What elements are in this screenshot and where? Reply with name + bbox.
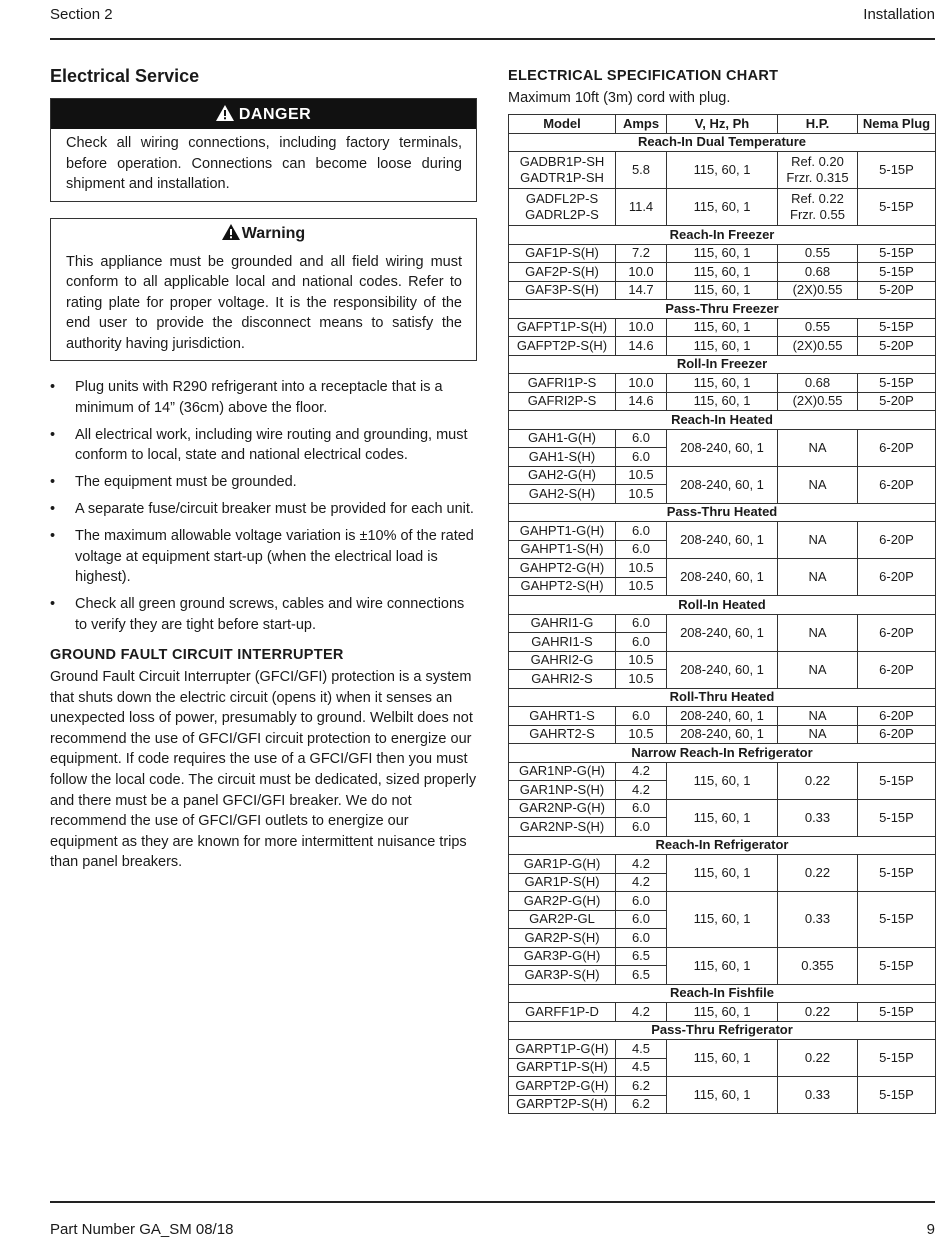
voltage-cell: 115, 60, 1 <box>667 337 778 356</box>
amps-cell: 4.2 <box>616 762 667 781</box>
model-cell: GAR2NP-S(H) <box>509 818 616 837</box>
section-row <box>509 984 936 1003</box>
amps-cell: 4.2 <box>616 873 667 892</box>
voltage-cell: 208-240, 60, 1 <box>667 559 778 596</box>
column-header: Model <box>509 115 616 134</box>
hp-cell: 0.55 <box>778 244 858 263</box>
right-column <box>508 66 935 1114</box>
warning-text: This appliance must be grounded and all field wiring must conform to all applicable local and national codes. Refer to rating plate for proper voltage. It is the responsibility of the end user to provide the disconnect means to satisfy the authority having jurisdiction. <box>66 253 462 352</box>
model-cell: GAHPT2-S(H) <box>509 577 616 596</box>
amps-cell: 14.6 <box>616 392 667 411</box>
model-cell: GAR2NP-G(H) <box>509 799 616 818</box>
model-cell: GAF1P-S(H) <box>509 244 616 263</box>
model-cell: GADFL2P-S GADRL2P-S <box>509 189 616 226</box>
voltage-cell: 115, 60, 1 <box>667 281 778 300</box>
model-cell: GAFRI1P-S <box>509 374 616 393</box>
model-cell: GARPT2P-S(H) <box>509 1095 616 1114</box>
section-row <box>509 1021 936 1040</box>
electrical-spec-table <box>508 114 936 1114</box>
section-title: Roll-In Heated <box>509 596 936 615</box>
table-row <box>509 189 936 226</box>
voltage-cell: 115, 60, 1 <box>667 799 778 836</box>
hp-cell: 0.33 <box>778 1077 858 1114</box>
danger-text: Check all wiring connections, including factory terminals, before operation. Connections can become loose during shipment and installation. <box>66 135 462 192</box>
danger-box <box>50 98 477 202</box>
table-row <box>509 522 936 541</box>
amps-cell: 10.5 <box>616 670 667 689</box>
chapter-label: Installation <box>863 6 935 23</box>
page-title: Electrical Service <box>50 66 200 86</box>
page-number: 9 <box>926 1221 935 1238</box>
plug-cell: 5-20P <box>858 392 936 411</box>
page-header <box>50 6 935 28</box>
hp-cell: 0.22 <box>778 855 858 892</box>
amps-cell: 6.5 <box>616 947 667 966</box>
amps-cell: 10.5 <box>616 466 667 485</box>
table-row <box>509 947 936 966</box>
plug-cell: 5-15P <box>858 1040 936 1077</box>
hp-cell: (2X)0.55 <box>778 392 858 411</box>
hp-cell: NA <box>778 559 858 596</box>
model-cell: GAR1NP-G(H) <box>509 762 616 781</box>
amps-cell: 6.5 <box>616 966 667 985</box>
hp-cell: NA <box>778 614 858 651</box>
table-row <box>509 429 936 448</box>
amps-cell: 4.5 <box>616 1058 667 1077</box>
model-cell: GAHRI1-G <box>509 614 616 633</box>
voltage-cell: 115, 60, 1 <box>667 244 778 263</box>
warning-box <box>50 218 477 362</box>
voltage-cell: 208-240, 60, 1 <box>667 651 778 688</box>
model-cell: GAF2P-S(H) <box>509 263 616 282</box>
model-cell: GAHRT1-S <box>509 707 616 726</box>
plug-cell: 5-15P <box>858 1077 936 1114</box>
amps-cell: 6.0 <box>616 799 667 818</box>
section-row <box>509 596 936 615</box>
list-item: • The maximum allowable voltage variation is ±10% of the rated voltage at equipment start-up (when the electrical load is highest). <box>50 528 474 585</box>
hp-cell: (2X)0.55 <box>778 337 858 356</box>
table-row <box>509 725 936 744</box>
gfci-paragraph: Ground Fault Circuit Interrupter (GFCI/GFI) protection is a system that shuts down the electric circuit (opens it) when it senses an unexpected loss of power, presumably to ground. Welbilt does not recommend the use of GFCI/GFI circuit protection to energize our equipment. If code requires the use of a GFCI/GFI then you must follow the local code. The circuit must be dedicated, sized properly and there must be a panel GFCI/GFI breaker. We do not recommend the use of GFCI/GFI outlets to energize our equipment as they are known for more intermittent nuisance trips than panel breakers. <box>50 669 477 871</box>
model-cell: GARPT2P-G(H) <box>509 1077 616 1096</box>
model-cell: GAR2P-G(H) <box>509 892 616 911</box>
section-title: Reach-In Freezer <box>509 226 936 245</box>
model-cell: GAR1P-G(H) <box>509 855 616 874</box>
table-body <box>509 133 936 1114</box>
model-cell: GAR2P-GL <box>509 910 616 929</box>
model-cell: GAF3P-S(H) <box>509 281 616 300</box>
amps-cell: 10.5 <box>616 577 667 596</box>
amps-cell: 6.0 <box>616 429 667 448</box>
amps-cell: 14.6 <box>616 337 667 356</box>
list-item: • A separate fuse/circuit breaker must be provided for each unit. <box>50 501 474 517</box>
section-title: Narrow Reach-In Refrigerator <box>509 744 936 763</box>
amps-cell: 10.5 <box>616 559 667 578</box>
plug-cell: 5-15P <box>858 855 936 892</box>
voltage-cell: 115, 60, 1 <box>667 762 778 799</box>
plug-cell: 5-20P <box>858 281 936 300</box>
header-divider <box>50 38 935 40</box>
plug-cell: 5-15P <box>858 947 936 984</box>
part-number: Part Number GA_SM 08/18 <box>50 1221 234 1238</box>
voltage-cell: 208-240, 60, 1 <box>667 707 778 726</box>
voltage-cell: 208-240, 60, 1 <box>667 614 778 651</box>
section-title: Roll-Thru Heated <box>509 688 936 707</box>
voltage-cell: 208-240, 60, 1 <box>667 522 778 559</box>
voltage-cell: 208-240, 60, 1 <box>667 429 778 466</box>
table-row <box>509 799 936 818</box>
plug-cell: 5-15P <box>858 374 936 393</box>
hp-cell: NA <box>778 466 858 503</box>
model-cell: GADBR1P-SH GADTR1P-SH <box>509 152 616 189</box>
warning-triangle-icon <box>216 105 234 121</box>
voltage-cell: 115, 60, 1 <box>667 189 778 226</box>
page-footer <box>50 1221 935 1238</box>
plug-cell: 5-15P <box>858 799 936 836</box>
amps-cell: 6.0 <box>616 522 667 541</box>
table-row <box>509 614 936 633</box>
model-cell: GAHRI2-G <box>509 651 616 670</box>
section-row <box>509 133 936 152</box>
voltage-cell: 115, 60, 1 <box>667 152 778 189</box>
section-title: Reach-In Refrigerator <box>509 836 936 855</box>
amps-cell: 4.2 <box>616 1003 667 1022</box>
section-title: Pass-Thru Refrigerator <box>509 1021 936 1040</box>
warning-header <box>51 219 476 248</box>
hp-cell: (2X)0.55 <box>778 281 858 300</box>
table-row <box>509 392 936 411</box>
table-row <box>509 892 936 911</box>
model-cell: GAFRI2P-S <box>509 392 616 411</box>
hp-cell: 0.22 <box>778 1040 858 1077</box>
amps-cell: 10.5 <box>616 725 667 744</box>
section-row <box>509 744 936 763</box>
hp-cell: 0.22 <box>778 1003 858 1022</box>
table-row <box>509 318 936 337</box>
table-row <box>509 1003 936 1022</box>
plug-cell: 5-15P <box>858 318 936 337</box>
amps-cell: 6.2 <box>616 1095 667 1114</box>
warning-label: Warning <box>241 224 306 242</box>
section-row <box>509 836 936 855</box>
section-row <box>509 411 936 430</box>
column-header: H.P. <box>778 115 858 134</box>
plug-cell: 6-20P <box>858 466 936 503</box>
list-item: • Plug units with R290 refrigerant into a receptacle that is a minimum of 14” (36cm) above the floor. <box>50 379 443 416</box>
model-cell: GAHPT2-G(H) <box>509 559 616 578</box>
section-title: Reach-In Heated <box>509 411 936 430</box>
voltage-cell: 208-240, 60, 1 <box>667 466 778 503</box>
hp-cell: 0.355 <box>778 947 858 984</box>
plug-cell: 6-20P <box>858 725 936 744</box>
hp-cell: 0.55 <box>778 318 858 337</box>
hp-cell: NA <box>778 707 858 726</box>
model-cell: GAH1-G(H) <box>509 429 616 448</box>
amps-cell: 6.0 <box>616 818 667 837</box>
danger-label: DANGER <box>238 106 312 123</box>
table-row <box>509 559 936 578</box>
plug-cell: 6-20P <box>858 614 936 651</box>
voltage-cell: 115, 60, 1 <box>667 1003 778 1022</box>
left-column <box>50 66 477 873</box>
section-row <box>509 300 936 319</box>
amps-cell: 6.0 <box>616 910 667 929</box>
hp-cell: 0.22 <box>778 762 858 799</box>
amps-cell: 4.2 <box>616 781 667 800</box>
plug-cell: 6-20P <box>858 559 936 596</box>
model-cell: GAH2-G(H) <box>509 466 616 485</box>
hp-cell: 0.33 <box>778 799 858 836</box>
section-row <box>509 355 936 374</box>
table-row <box>509 762 936 781</box>
plug-cell: 5-15P <box>858 762 936 799</box>
table-row <box>509 281 936 300</box>
column-header: V, Hz, Ph <box>667 115 778 134</box>
hp-cell: Ref. 0.22 Frzr. 0.55 <box>778 189 858 226</box>
section-title: Roll-In Freezer <box>509 355 936 374</box>
hp-cell: 0.68 <box>778 263 858 282</box>
amps-cell: 6.0 <box>616 540 667 559</box>
section-title: Reach-In Dual Temperature <box>509 133 936 152</box>
column-header: Amps <box>616 115 667 134</box>
model-cell: GAH2-S(H) <box>509 485 616 504</box>
warning-triangle-icon <box>222 224 240 240</box>
chart-subtitle: Maximum 10ft (3m) cord with plug. <box>508 90 731 106</box>
model-cell: GAH1-S(H) <box>509 448 616 467</box>
model-cell: GARFF1P-D <box>509 1003 616 1022</box>
hp-cell: 0.68 <box>778 374 858 393</box>
model-cell: GAR1P-S(H) <box>509 873 616 892</box>
model-cell: GAFPT1P-S(H) <box>509 318 616 337</box>
amps-cell: 4.5 <box>616 1040 667 1059</box>
hp-cell: NA <box>778 651 858 688</box>
plug-cell: 5-15P <box>858 189 936 226</box>
voltage-cell: 115, 60, 1 <box>667 318 778 337</box>
amps-cell: 6.0 <box>616 633 667 652</box>
table-row <box>509 337 936 356</box>
voltage-cell: 115, 60, 1 <box>667 392 778 411</box>
table-header-row <box>509 115 936 134</box>
hp-cell: 0.33 <box>778 892 858 948</box>
amps-cell: 6.0 <box>616 929 667 948</box>
plug-cell: 6-20P <box>858 651 936 688</box>
table-row <box>509 244 936 263</box>
amps-cell: 6.0 <box>616 448 667 467</box>
danger-header <box>51 99 476 129</box>
voltage-cell: 115, 60, 1 <box>667 263 778 282</box>
model-cell: GAR2P-S(H) <box>509 929 616 948</box>
section-row <box>509 688 936 707</box>
footer-divider <box>50 1201 935 1203</box>
voltage-cell: 115, 60, 1 <box>667 947 778 984</box>
amps-cell: 6.2 <box>616 1077 667 1096</box>
plug-cell: 6-20P <box>858 707 936 726</box>
table-row <box>509 1040 936 1059</box>
amps-cell: 14.7 <box>616 281 667 300</box>
amps-cell: 7.2 <box>616 244 667 263</box>
voltage-cell: 115, 60, 1 <box>667 855 778 892</box>
amps-cell: 4.2 <box>616 855 667 874</box>
section-title: Pass-Thru Heated <box>509 503 936 522</box>
amps-cell: 5.8 <box>616 152 667 189</box>
table-row <box>509 855 936 874</box>
gfci-heading: GROUND FAULT CIRCUIT INTERRUPTER <box>50 647 344 663</box>
amps-cell: 10.0 <box>616 374 667 393</box>
plug-cell: 6-20P <box>858 429 936 466</box>
plug-cell: 5-15P <box>858 1003 936 1022</box>
section-title: Pass-Thru Freezer <box>509 300 936 319</box>
plug-cell: 6-20P <box>858 522 936 559</box>
model-cell: GAR3P-G(H) <box>509 947 616 966</box>
hp-cell: NA <box>778 522 858 559</box>
model-cell: GAR3P-S(H) <box>509 966 616 985</box>
model-cell: GAHRT2-S <box>509 725 616 744</box>
section-row <box>509 503 936 522</box>
plug-cell: 5-20P <box>858 337 936 356</box>
hp-cell: NA <box>778 429 858 466</box>
table-row <box>509 374 936 393</box>
model-cell: GAHPT1-S(H) <box>509 540 616 559</box>
list-item: • The equipment must be grounded. <box>50 474 297 490</box>
section-row <box>509 226 936 245</box>
plug-cell: 5-15P <box>858 263 936 282</box>
voltage-cell: 115, 60, 1 <box>667 1040 778 1077</box>
plug-cell: 5-15P <box>858 152 936 189</box>
table-row <box>509 651 936 670</box>
column-header: Nema Plug <box>858 115 936 134</box>
amps-cell: 10.0 <box>616 263 667 282</box>
amps-cell: 10.0 <box>616 318 667 337</box>
table-row <box>509 466 936 485</box>
table-row <box>509 1077 936 1096</box>
voltage-cell: 208-240, 60, 1 <box>667 725 778 744</box>
amps-cell: 6.0 <box>616 614 667 633</box>
chart-title: ELECTRICAL SPECIFICATION CHART <box>508 68 779 84</box>
voltage-cell: 115, 60, 1 <box>667 374 778 393</box>
table-row <box>509 707 936 726</box>
voltage-cell: 115, 60, 1 <box>667 1077 778 1114</box>
section-label: Section 2 <box>50 6 113 23</box>
model-cell: GAHRI2-S <box>509 670 616 689</box>
table-row <box>509 263 936 282</box>
model-cell: GARPT1P-G(H) <box>509 1040 616 1059</box>
model-cell: GAHPT1-G(H) <box>509 522 616 541</box>
plug-cell: 5-15P <box>858 244 936 263</box>
requirements-list <box>50 377 477 635</box>
amps-cell: 10.5 <box>616 651 667 670</box>
list-item: • Check all green ground screws, cables and wire connections to verify they are tight before start-up. <box>50 596 465 633</box>
amps-cell: 6.0 <box>616 707 667 726</box>
model-cell: GARPT1P-S(H) <box>509 1058 616 1077</box>
amps-cell: 10.5 <box>616 485 667 504</box>
hp-cell: NA <box>778 725 858 744</box>
amps-cell: 6.0 <box>616 892 667 911</box>
hp-cell: Ref. 0.20 Frzr. 0.315 <box>778 152 858 189</box>
amps-cell: 11.4 <box>616 189 667 226</box>
section-title: Reach-In Fishfile <box>509 984 936 1003</box>
plug-cell: 5-15P <box>858 892 936 948</box>
model-cell: GAR1NP-S(H) <box>509 781 616 800</box>
table-row <box>509 152 936 189</box>
list-item: • All electrical work, including wire routing and grounding, must conform to local, state and national electrical codes. <box>50 426 468 463</box>
model-cell: GAFPT2P-S(H) <box>509 337 616 356</box>
voltage-cell: 115, 60, 1 <box>667 892 778 948</box>
model-cell: GAHRI1-S <box>509 633 616 652</box>
